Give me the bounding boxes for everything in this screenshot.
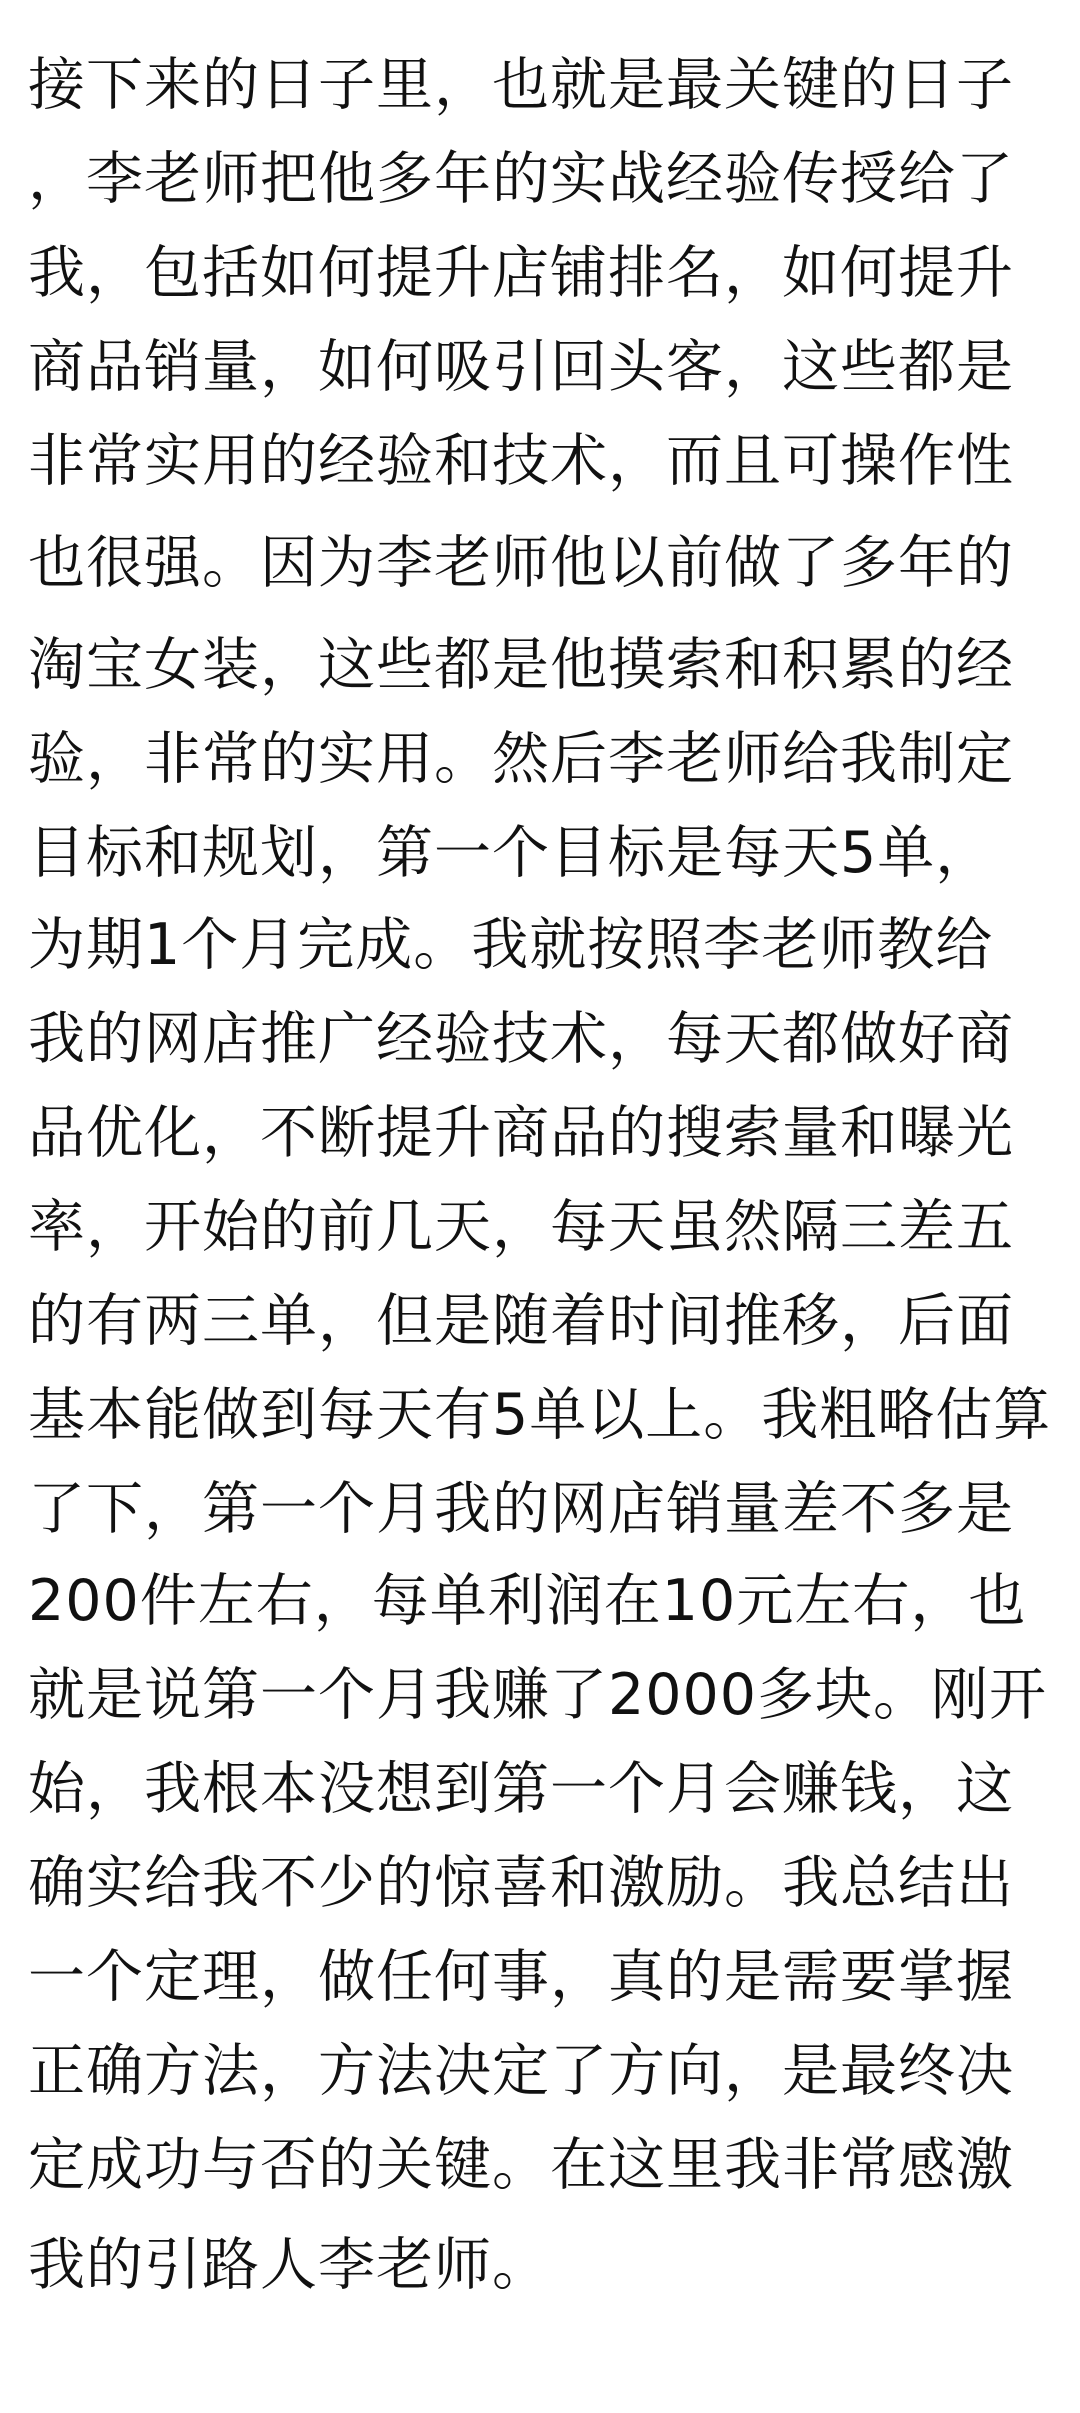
article-line-13: 率，开始的前几天，每天虽然隔三差五 [28,1194,1014,1260]
article-line-22: 正确方法，方法决定了方向，是最终决 [28,2038,1014,2104]
article-line-6: 也很强。因为李老师他以前做了多年的 [28,530,1014,596]
article-line-18: 就是说第一个月我赚了2000多块。刚开 [28,1662,1048,1728]
article-line-3: 我，包括如何提升店铺排名，如何提升 [28,240,1014,306]
article-line-12: 品优化，不断提升商品的搜索量和曝光 [28,1100,1014,1166]
article-line-16: 了下，第一个月我的网店销量差不多是 [28,1476,1014,1542]
article-line-1: 接下来的日子里，也就是最关键的日子 [28,52,1014,118]
article-line-4: 商品销量，如何吸引回头客，这些都是 [28,334,1014,400]
article-line-24: 我的引路人李老师。 [28,2232,550,2298]
article-line-9: 目标和规划，第一个目标是每天5单， [28,820,994,886]
article-line-17: 200件左右，每单利润在10元左右，也 [28,1568,1027,1634]
article-line-2: ，李老师把他多年的实战经验传授给了 [28,146,1014,212]
article-line-8: 验，非常的实用。然后李老师给我制定 [28,726,1014,792]
article-line-15: 基本能做到每天有5单以上。我粗略估算 [28,1382,1052,1448]
article-line-10: 为期1个月完成。我就按照李老师教给 [28,912,994,978]
article-line-23: 定成功与否的关键。在这里我非常感激 [28,2132,1014,2198]
article-line-20: 确实给我不少的惊喜和激励。我总结出 [28,1850,1014,1916]
article-line-21: 一个定理，做任何事，真的是需要掌握 [28,1944,1014,2010]
article-line-11: 我的网店推广经验技术，每天都做好商 [28,1006,1014,1072]
article-line-7: 淘宝女装，这些都是他摸索和积累的经 [28,632,1014,698]
article-line-14: 的有两三单，但是随着时间推移，后面 [28,1288,1014,1354]
article-line-5: 非常实用的经验和技术，而且可操作性 [28,428,1014,494]
article-line-19: 始，我根本没想到第一个月会赚钱，这 [28,1756,1014,1822]
